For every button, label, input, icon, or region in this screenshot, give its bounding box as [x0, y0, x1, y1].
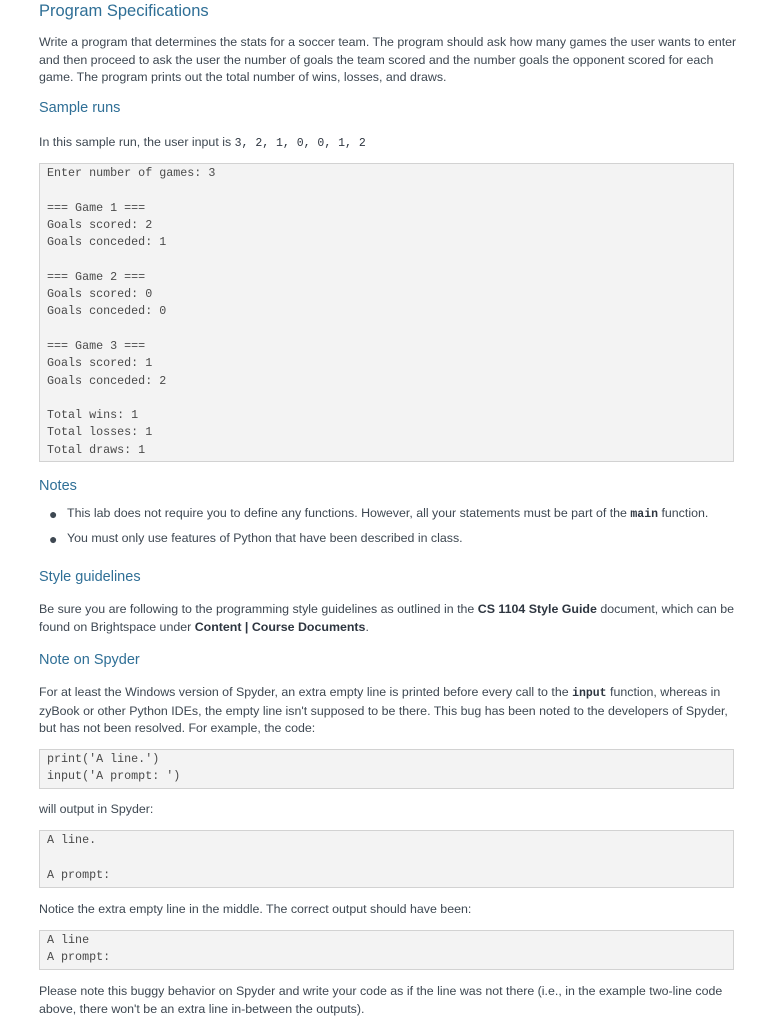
note-1-code: main: [630, 508, 659, 521]
code-line: Total wins: 1: [47, 408, 139, 423]
code-line: Goals scored: 1: [47, 356, 153, 371]
code-line: Total losses: 1: [47, 425, 153, 440]
code-line: [47, 849, 726, 866]
bullet-icon: ●: [49, 506, 58, 522]
code-line: Total draws: 1: [47, 442, 146, 457]
notes-heading: Notes: [39, 478, 77, 494]
style-guide-name: CS 1104 Style Guide: [477, 602, 597, 616]
notice-text: Notice the extra empty line in the middle. The correct output should have been:: [39, 902, 472, 916]
style-location: Content | Course Documents: [194, 619, 366, 634]
style-heading: Style guidelines: [39, 569, 141, 585]
style-text-middle: document, which can be found on Brightspace under: [39, 602, 734, 634]
sample-run-inputs: 3, 2, 1, 0, 0, 1, 2: [234, 137, 366, 150]
correct-output-block: [39, 930, 734, 970]
notes-list: [39, 505, 739, 555]
note-2-text: You must only use features of Python that have been described in class.: [67, 531, 463, 545]
code-line: Enter number of games: 3: [47, 166, 216, 180]
sample-run-intro: [39, 134, 739, 153]
note-item: [39, 505, 739, 530]
style-text-after: .: [365, 619, 369, 634]
bullet-icon: ●: [49, 531, 58, 547]
code-line: A prompt:: [47, 950, 111, 965]
style-text-before: Be sure you are following to the programming style guidelines as outlined in the: [39, 602, 478, 616]
spyder-heading: Note on Spyder: [39, 652, 140, 668]
code-line: === Game 3 ===: [47, 338, 146, 353]
page-title: Program Specifications: [39, 2, 209, 20]
code-line: === Game 2 ===: [47, 269, 146, 284]
style-paragraph: [39, 601, 739, 636]
note-1-text: This lab does not require you to define any functions. However, all your statements must be part of the: [67, 506, 631, 520]
code-line: print('A line.'): [47, 752, 160, 766]
code-line: Goals scored: 0: [47, 287, 153, 302]
spyder-output-block: [39, 830, 734, 888]
spyder-input-func: input: [572, 687, 607, 700]
code-line: A line.: [47, 833, 97, 847]
note-item: [39, 530, 739, 555]
code-line: Goals conceded: 2: [47, 373, 167, 388]
spyder-text-before: For at least the Windows version of Spyder, an extra empty line is printed before every call to the: [39, 685, 573, 699]
code-line: Goals conceded: 0: [47, 304, 167, 319]
example-code-block: [39, 749, 734, 789]
code-line: [47, 390, 726, 407]
will-output-text: will output in Spyder:: [39, 802, 154, 816]
code-line: A line: [47, 933, 90, 947]
intro-paragraph: Write a program that determines the stats for a soccer team. The program should ask how many games the user wants to enter and then proceed to ask the user the number of goals the team scored and the number goals the opponent scored for each game. The program prints out the total number of wins, losses, and draws.: [39, 35, 737, 84]
code-line: input('A prompt: '): [47, 769, 181, 784]
code-line: Goals scored: 2: [47, 217, 153, 232]
sample-runs-heading: Sample runs: [39, 100, 121, 116]
code-line: Goals conceded: 1: [47, 235, 167, 250]
spyder-paragraph: [39, 684, 739, 738]
code-line: [47, 251, 726, 268]
note-1-after: function.: [658, 506, 709, 520]
code-line: === Game 1 ===: [47, 200, 146, 215]
code-line: [47, 182, 726, 199]
code-line: A prompt:: [47, 867, 111, 882]
spyder-text-after: function, whereas in zyBook or other Python IDEs, the empty line isn't supposed to be there. This bug has been noted to the developers of Spyder, but has not been resolved. For example, the code:: [39, 685, 728, 735]
sample-run-output-block: [39, 163, 734, 462]
code-line: [47, 321, 726, 338]
sample-run-intro-text: In this sample run, the user input is: [39, 135, 235, 149]
closing-paragraph: Please note this buggy behavior on Spyder and write your code as if the line was not there (i.e., in the example two-line code above, there won't be an extra line in-between the outputs).: [39, 984, 723, 1016]
